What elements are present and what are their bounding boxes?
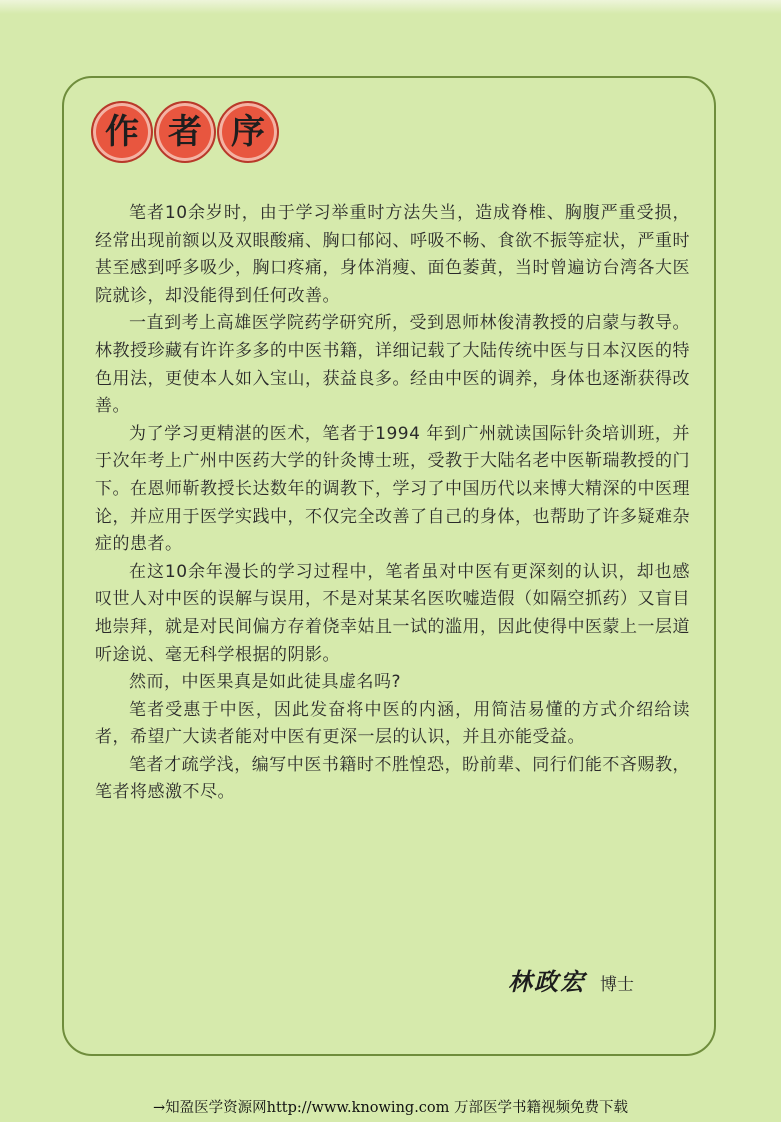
footer-watermark-text: →知盈医学资源网http://www.knowing.com 万部医学书籍视频免费下载 xyxy=(152,1100,629,1116)
heading-seal xyxy=(154,101,216,163)
author-title: 博士 xyxy=(600,975,634,995)
paragraph: 笔者才疏学浅，编写中医书籍时不胜惶恐，盼前辈、同行们能不吝赐教，笔者将感激不尽。 xyxy=(95,754,690,803)
paragraph: 笔者受惠于中医，因此发奋将中医的内涵，用简洁易懂的方式介绍给读者，希望广大读者能对中医有更深一层的认识，并且亦能受益。 xyxy=(95,699,690,748)
paragraph: 一直到考上高雄医学院药学研究所，受到恩师林俊清教授的启蒙与教导。林教授珍藏有许许多多的中医书籍，详细记载了大陆传统中医与日本汉医的特色用法，更使本人如入宝山，获益良多。经由中医的调养，身体也逐渐获得改善。 xyxy=(95,313,690,417)
paragraph: 笔者10余岁时，由于学习举重时方法失当，造成脊椎、胸腹严重受损，经常出现前额以及双眼酸痛、胸口郁闷、呼吸不畅、食欲不振等症状，严重时甚至感到呼多吸少，胸口疼痛，身体消瘦、面色萎黄，当时曾遍访台湾各大医院就诊，却没能得到任何改善。 xyxy=(95,203,690,306)
author-signature xyxy=(508,962,634,997)
paragraph: 然而，中医果真是如此徒具虚名吗? xyxy=(129,672,402,693)
heading-char: 作 xyxy=(105,112,139,152)
heading-seal xyxy=(217,101,279,163)
heading-char: 序 xyxy=(231,112,265,152)
author-name: 林政宏 xyxy=(508,967,586,996)
preface-heading xyxy=(91,101,280,163)
page-top-edge xyxy=(0,0,781,14)
preface-body xyxy=(95,200,690,807)
heading-seal xyxy=(91,101,153,163)
heading-char: 者 xyxy=(168,112,202,152)
paragraph: 为了学习更精湛的医术，笔者于1994 年到广州就读国际针灸培训班，并于次年考上广州中医药大学的针灸博士班，受教于大陆名老中医靳瑞教授的门下。在恩师靳教授长达数年的调教下，学习了中国历代以来博大精深的中医理论，并应用于医学实践中，不仅完全改善了自己的身体，也帮助了许多疑难杂症的患者。 xyxy=(95,423,690,555)
paragraph: 在这10余年漫长的学习过程中，笔者虽对中医有更深刻的认识，却也感叹世人对中医的误解与误用，不是对某某名医吹嘘造假（如隔空抓药）又盲目地崇拜，就是对民间偏方存着侥幸姑且一试的滥用，因此使得中医蒙上一层道听途说、毫无科学根据的阴影。 xyxy=(95,561,690,665)
